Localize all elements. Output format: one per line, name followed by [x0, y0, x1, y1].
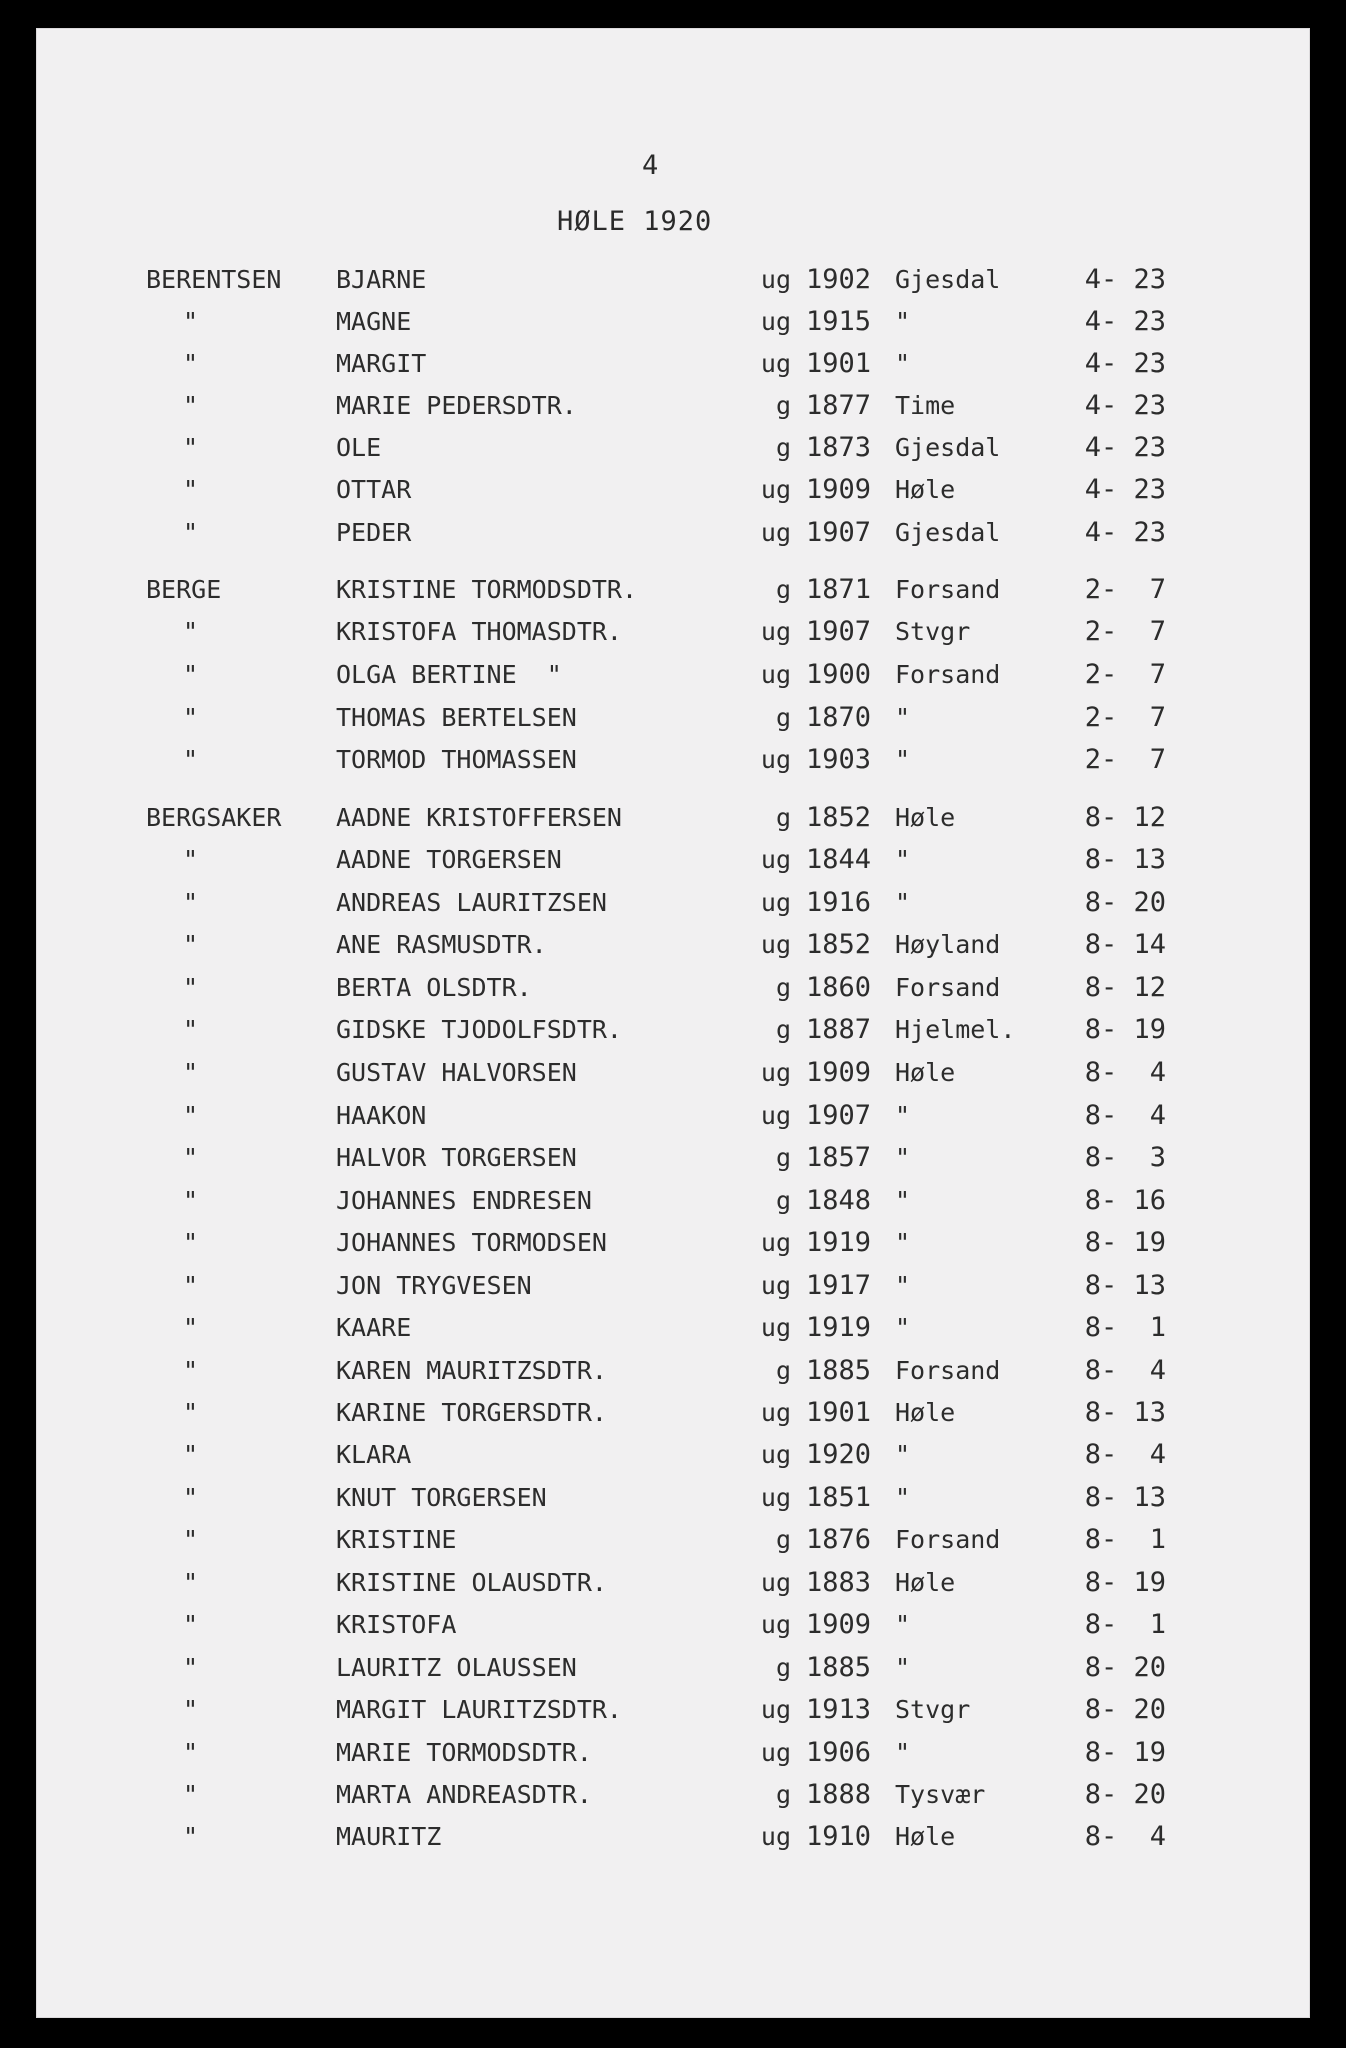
reference: 8- 14	[1084, 929, 1166, 960]
surname: "	[183, 1015, 199, 1044]
birth-year: 1915	[806, 306, 872, 337]
register-row	[0, 658, 1346, 692]
surname: "	[183, 1101, 199, 1130]
birthplace: Høle	[895, 1568, 956, 1597]
reference: 8- 4	[1084, 1439, 1166, 1470]
surname: "	[183, 703, 199, 732]
reference: 8- 4	[1084, 1821, 1166, 1852]
reference: 2- 7	[1084, 744, 1166, 775]
reference: 8- 16	[1084, 1185, 1166, 1216]
birth-year: 1902	[806, 264, 872, 295]
birth-year: 1906	[806, 1737, 872, 1768]
reference: 8- 1	[1084, 1524, 1166, 1555]
reference: 8- 19	[1084, 1737, 1166, 1768]
birth-year: 1871	[806, 574, 872, 605]
birth-year: 1913	[806, 1694, 872, 1725]
surname: "	[183, 1313, 199, 1342]
reference: 8- 12	[1084, 972, 1166, 1003]
register-row	[0, 1013, 1346, 1047]
reference: 4- 23	[1084, 432, 1166, 463]
birth-year: 1848	[806, 1185, 872, 1216]
birthplace: "	[895, 1143, 911, 1172]
reference: 8- 1	[1084, 1312, 1166, 1343]
given-name: ANDREAS LAURITZSEN	[336, 888, 607, 917]
given-name: GIDSKE TJODOLFSDTR.	[336, 1015, 622, 1044]
surname: "	[183, 1695, 199, 1724]
reference: 8- 19	[1084, 1014, 1166, 1045]
birth-year: 1857	[806, 1142, 872, 1173]
surname: BERGE	[146, 575, 222, 604]
register-row	[0, 389, 1346, 423]
given-name: AADNE TORGERSEN	[336, 845, 562, 874]
birthplace: "	[895, 1101, 911, 1130]
reference: 8- 20	[1084, 1694, 1166, 1725]
register-row	[0, 1778, 1346, 1812]
surname: "	[183, 349, 199, 378]
surname: "	[183, 1228, 199, 1257]
status: g	[775, 1186, 791, 1215]
given-name: THOMAS BERTELSEN	[336, 703, 577, 732]
birthplace: Høle	[895, 475, 956, 504]
surname: "	[183, 1780, 199, 1809]
birthplace: Stvgr	[895, 1695, 971, 1724]
reference: 8- 19	[1084, 1227, 1166, 1258]
register-row	[0, 573, 1346, 607]
reference: 8- 20	[1084, 887, 1166, 918]
register-row	[0, 1693, 1346, 1727]
given-name: HAAKON	[336, 1101, 427, 1130]
given-name: OLE	[336, 433, 382, 462]
surname: "	[183, 1356, 199, 1385]
register-row	[0, 971, 1346, 1005]
status: ug	[760, 1822, 791, 1851]
reference: 2- 7	[1084, 659, 1166, 690]
birthplace: Høle	[895, 1398, 956, 1427]
surname: "	[183, 745, 199, 774]
surname: "	[183, 518, 199, 547]
reference: 4- 23	[1084, 474, 1166, 505]
given-name: KAARE	[336, 1313, 412, 1342]
birthplace: "	[895, 1483, 911, 1512]
birthplace: Hjelmel.	[895, 1015, 1016, 1044]
given-name: MARIE TORMODSDTR.	[336, 1738, 592, 1767]
birthplace: "	[895, 1440, 911, 1469]
given-name: OTTAR	[336, 475, 412, 504]
status: g	[775, 433, 791, 462]
surname: BERENTSEN	[146, 265, 282, 294]
register-row	[0, 1184, 1346, 1218]
given-name: BJARNE	[336, 265, 427, 294]
birth-year: 1909	[806, 1609, 872, 1640]
surname: BERGSAKER	[146, 803, 282, 832]
birthplace: Forsand	[895, 1356, 1001, 1385]
reference: 8- 1	[1084, 1609, 1166, 1640]
reference: 8- 4	[1084, 1355, 1166, 1386]
given-name: MARGIT LAURITZSDTR.	[336, 1695, 622, 1724]
register-row	[0, 1608, 1346, 1642]
given-name: MARGIT	[336, 349, 427, 378]
register-row	[0, 1736, 1346, 1770]
surname: "	[183, 660, 199, 689]
birthplace: Høle	[895, 803, 956, 832]
birth-year: 1852	[806, 929, 872, 960]
given-name: JOHANNES ENDRESEN	[336, 1186, 592, 1215]
birth-year: 1885	[806, 1355, 872, 1386]
birthplace: "	[895, 1186, 911, 1215]
register-row	[0, 1566, 1346, 1600]
register-row	[0, 743, 1346, 777]
given-name: JON TRYGVESEN	[336, 1271, 532, 1300]
birthplace: "	[895, 1313, 911, 1342]
status: ug	[760, 1228, 791, 1257]
given-name: HALVOR TORGERSEN	[336, 1143, 577, 1172]
surname: "	[183, 1398, 199, 1427]
birthplace: Høle	[895, 1822, 956, 1851]
birthplace: Time	[895, 391, 956, 420]
status: ug	[760, 617, 791, 646]
surname: "	[183, 475, 199, 504]
birth-year: 1870	[806, 702, 872, 733]
register-row	[0, 473, 1346, 507]
register-row	[0, 928, 1346, 962]
birth-year: 1860	[806, 972, 872, 1003]
given-name: KRISTINE OLAUSDTR.	[336, 1568, 607, 1597]
given-name: KRISTOFA	[336, 1610, 457, 1639]
reference: 4- 23	[1084, 306, 1166, 337]
birthplace: "	[895, 1738, 911, 1767]
reference: 8- 20	[1084, 1779, 1166, 1810]
register-row	[0, 843, 1346, 877]
given-name: MAURITZ	[336, 1822, 442, 1851]
status: ug	[760, 349, 791, 378]
reference: 8- 13	[1084, 1270, 1166, 1301]
birth-year: 1844	[806, 844, 872, 875]
birth-year: 1916	[806, 887, 872, 918]
reference: 8- 13	[1084, 1397, 1166, 1428]
register-row	[0, 1523, 1346, 1557]
register-row	[0, 1651, 1346, 1685]
status: ug	[760, 845, 791, 874]
birth-year: 1885	[806, 1652, 872, 1683]
status: ug	[760, 1101, 791, 1130]
birthplace: "	[895, 745, 911, 774]
birthplace: "	[895, 845, 911, 874]
birth-year: 1887	[806, 1014, 872, 1045]
birthplace: "	[895, 1228, 911, 1257]
status: g	[775, 973, 791, 1002]
status: ug	[760, 745, 791, 774]
given-name: GUSTAV HALVORSEN	[336, 1058, 577, 1087]
surname: "	[183, 433, 199, 462]
surname: "	[183, 1610, 199, 1639]
status: ug	[760, 1568, 791, 1597]
birthplace: Forsand	[895, 660, 1001, 689]
reference: 8- 4	[1084, 1100, 1166, 1131]
register-row	[0, 1269, 1346, 1303]
status: g	[775, 575, 791, 604]
surname: "	[183, 1738, 199, 1767]
birth-year: 1907	[806, 517, 872, 548]
register-row	[0, 1820, 1346, 1854]
birthplace: Gjesdal	[895, 433, 1001, 462]
reference: 8- 13	[1084, 1482, 1166, 1513]
page-heading: HØLE 1920	[557, 206, 713, 237]
register-row	[0, 305, 1346, 339]
reference: 8- 13	[1084, 844, 1166, 875]
register-row	[0, 1438, 1346, 1472]
given-name: AADNE KRISTOFFERSEN	[336, 803, 622, 832]
birthplace: "	[895, 349, 911, 378]
register-row	[0, 801, 1346, 835]
birth-year: 1907	[806, 616, 872, 647]
given-name: MAGNE	[336, 307, 412, 336]
given-name: KRISTOFA THOMASDTR.	[336, 617, 622, 646]
register-row	[0, 1056, 1346, 1090]
given-name: KARINE TORGERSDTR.	[336, 1398, 607, 1427]
given-name: TORMOD THOMASSEN	[336, 745, 577, 774]
status: ug	[760, 307, 791, 336]
birth-year: 1883	[806, 1567, 872, 1598]
surname: "	[183, 1525, 199, 1554]
register-row	[0, 701, 1346, 735]
reference: 4- 23	[1084, 390, 1166, 421]
register-row	[0, 886, 1346, 920]
status: g	[775, 1525, 791, 1554]
register-row	[0, 1481, 1346, 1515]
surname: "	[183, 1568, 199, 1597]
birth-year: 1919	[806, 1227, 872, 1258]
birth-year: 1909	[806, 474, 872, 505]
reference: 8- 19	[1084, 1567, 1166, 1598]
birth-year: 1901	[806, 1397, 872, 1428]
status: g	[775, 803, 791, 832]
register-row	[0, 516, 1346, 550]
status: ug	[760, 265, 791, 294]
register-row	[0, 1354, 1346, 1388]
status: ug	[760, 1440, 791, 1469]
status: ug	[760, 1058, 791, 1087]
given-name: BERTA OLSDTR.	[336, 973, 532, 1002]
register-row	[0, 431, 1346, 465]
given-name: KRISTINE TORMODSDTR.	[336, 575, 638, 604]
register-row	[0, 1396, 1346, 1430]
status: g	[775, 703, 791, 732]
birthplace: Forsand	[895, 575, 1001, 604]
surname: "	[183, 1058, 199, 1087]
status: ug	[760, 1695, 791, 1724]
given-name: KAREN MAURITZSDTR.	[336, 1356, 607, 1385]
birthplace: Gjesdal	[895, 518, 1001, 547]
surname: "	[183, 888, 199, 917]
birthplace: Tysvær	[895, 1780, 986, 1809]
reference: 4- 23	[1084, 517, 1166, 548]
given-name: MARTA ANDREASDTR.	[336, 1780, 592, 1809]
register-row	[0, 1226, 1346, 1260]
given-name: KNUT TORGERSEN	[336, 1483, 547, 1512]
status: ug	[760, 930, 791, 959]
surname: "	[183, 1186, 199, 1215]
birth-year: 1851	[806, 1482, 872, 1513]
reference: 8- 4	[1084, 1057, 1166, 1088]
status: ug	[760, 518, 791, 547]
birth-year: 1877	[806, 390, 872, 421]
birthplace: Gjesdal	[895, 265, 1001, 294]
status: g	[775, 1015, 791, 1044]
birth-year: 1909	[806, 1057, 872, 1088]
birthplace: Forsand	[895, 973, 1001, 1002]
birth-year: 1873	[806, 432, 872, 463]
reference: 8- 20	[1084, 1652, 1166, 1683]
given-name: PEDER	[336, 518, 412, 547]
register-row	[0, 1099, 1346, 1133]
birth-year: 1901	[806, 348, 872, 379]
given-name: ANE RASMUSDTR.	[336, 930, 547, 959]
surname: "	[183, 617, 199, 646]
birth-year: 1876	[806, 1524, 872, 1555]
surname: "	[183, 930, 199, 959]
given-name: KLARA	[336, 1440, 412, 1469]
birthplace: "	[895, 1610, 911, 1639]
birthplace: "	[895, 888, 911, 917]
status: g	[775, 1356, 791, 1385]
birth-year: 1903	[806, 744, 872, 775]
birth-year: 1920	[806, 1439, 872, 1470]
register-row	[0, 615, 1346, 649]
surname: "	[183, 1440, 199, 1469]
birthplace: Forsand	[895, 1525, 1001, 1554]
status: ug	[760, 475, 791, 504]
birth-year: 1888	[806, 1779, 872, 1810]
status: ug	[760, 1271, 791, 1300]
birth-year: 1907	[806, 1100, 872, 1131]
reference: 4- 23	[1084, 348, 1166, 379]
reference: 8- 3	[1084, 1142, 1166, 1173]
birthplace: "	[895, 1271, 911, 1300]
surname: "	[183, 391, 199, 420]
surname: "	[183, 1822, 199, 1851]
given-name: KRISTINE	[336, 1525, 457, 1554]
status: g	[775, 1143, 791, 1172]
given-name: LAURITZ OLAUSSEN	[336, 1653, 577, 1682]
status: ug	[760, 660, 791, 689]
birthplace: Høyland	[895, 930, 1001, 959]
birth-year: 1852	[806, 802, 872, 833]
status: g	[775, 1780, 791, 1809]
given-name: MARIE PEDERSDTR.	[336, 391, 577, 420]
reference: 8- 12	[1084, 802, 1166, 833]
surname: "	[183, 1483, 199, 1512]
reference: 4- 23	[1084, 264, 1166, 295]
surname: "	[183, 973, 199, 1002]
birthplace: Stvgr	[895, 617, 971, 646]
birth-year: 1900	[806, 659, 872, 690]
birth-year: 1919	[806, 1312, 872, 1343]
birthplace: "	[895, 1653, 911, 1682]
surname: "	[183, 1653, 199, 1682]
reference: 2- 7	[1084, 702, 1166, 733]
register-row	[0, 1311, 1346, 1345]
status: ug	[760, 1610, 791, 1639]
reference: 2- 7	[1084, 616, 1166, 647]
birthplace: "	[895, 307, 911, 336]
given-name: OLGA BERTINE "	[336, 660, 562, 689]
status: g	[775, 1653, 791, 1682]
given-name: JOHANNES TORMODSEN	[336, 1228, 607, 1257]
reference: 2- 7	[1084, 574, 1166, 605]
page-number: 4	[642, 150, 659, 181]
surname: "	[183, 307, 199, 336]
register-row	[0, 263, 1346, 297]
birth-year: 1910	[806, 1821, 872, 1852]
status: ug	[760, 1313, 791, 1342]
surname: "	[183, 1143, 199, 1172]
register-row	[0, 347, 1346, 381]
status: ug	[760, 1738, 791, 1767]
surname: "	[183, 845, 199, 874]
status: ug	[760, 1398, 791, 1427]
birth-year: 1917	[806, 1270, 872, 1301]
status: g	[775, 391, 791, 420]
register-row	[0, 1141, 1346, 1175]
birthplace: "	[895, 703, 911, 732]
status: ug	[760, 888, 791, 917]
status: ug	[760, 1483, 791, 1512]
surname: "	[183, 1271, 199, 1300]
birthplace: Høle	[895, 1058, 956, 1087]
